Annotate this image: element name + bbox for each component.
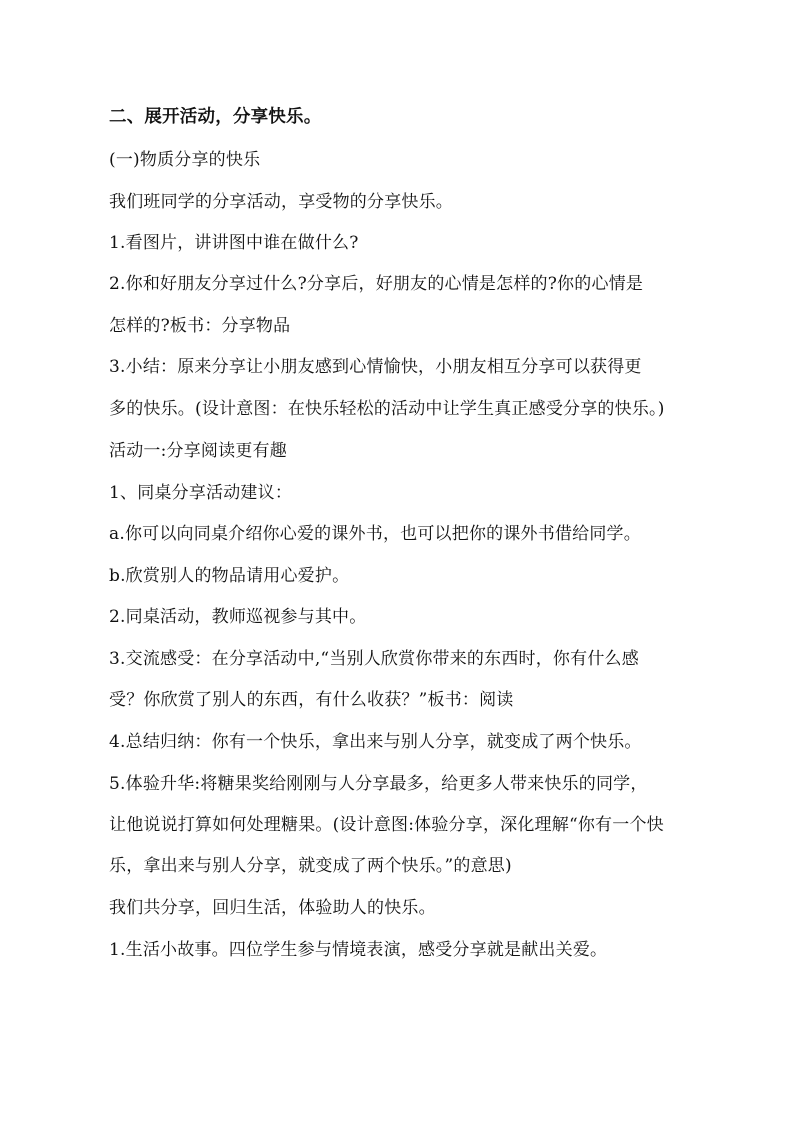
- step-5-line-1: 5.体验升华:将糖果奖给刚刚与人分享最多，给更多人带来快乐的同学，: [109, 774, 648, 794]
- suggestion-b: b.欣赏别人的物品请用心爱护。: [109, 566, 350, 586]
- suggestion-a: a.你可以向同桌介绍你心爱的课外书，也可以把你的课外书借给同学。: [109, 524, 641, 544]
- list-item-3-line-1: 3.小结：原来分享让小朋友感到心情愉快，小朋友相互分享可以获得更: [109, 357, 642, 377]
- intro-paragraph: 我们班同学的分享活动，享受物的分享快乐。: [109, 192, 453, 212]
- step-4: 4.总结归纳：你有一个快乐，拿出来与别人分享，就变成了两个快乐。: [109, 732, 642, 752]
- story-item: 1.生活小故事。四位学生参与情境表演，感受分享就是献出关爱。: [109, 940, 608, 960]
- deskmate-title: 1、同桌分享活动建议：: [109, 483, 293, 503]
- list-item-3-line-2: 多的快乐。(设计意图：在快乐轻松的活动中让学生真正感受分享的快乐。): [109, 399, 665, 419]
- step-2: 2.同桌活动，教师巡视参与其中。: [109, 607, 367, 627]
- step-5-line-2: 让他说说打算如何处理糖果。(设计意图:体验分享，深化理解“你有一个快: [109, 815, 664, 835]
- share-life-paragraph: 我们共分享，回归生活，体验助人的快乐。: [109, 898, 436, 918]
- step-3-line-2: 受？你欣赏了别人的东西，有什么收获？”板书：阅读: [109, 690, 514, 710]
- list-item-2-line-1: 2.你和好朋友分享过什么?分享后，好朋友的心情是怎样的?你的心情是: [109, 274, 644, 294]
- subheading: (一)物质分享的快乐: [109, 150, 261, 170]
- list-item-1: 1.看图片，讲讲图中谁在做什么?: [109, 233, 359, 253]
- section-heading: 二、展开活动，分享快乐。: [109, 107, 322, 127]
- activity-title: 活动一:分享阅读更有趣: [109, 441, 287, 461]
- step-5-line-3: 乐，拿出来与别人分享，就变成了两个快乐。”的意思): [109, 856, 512, 876]
- list-item-2-line-2: 怎样的?板书：分享物品: [109, 316, 291, 336]
- step-3-line-1: 3.交流感受：在分享活动中,“当别人欣赏你带来的东西时，你有什么感: [109, 649, 639, 669]
